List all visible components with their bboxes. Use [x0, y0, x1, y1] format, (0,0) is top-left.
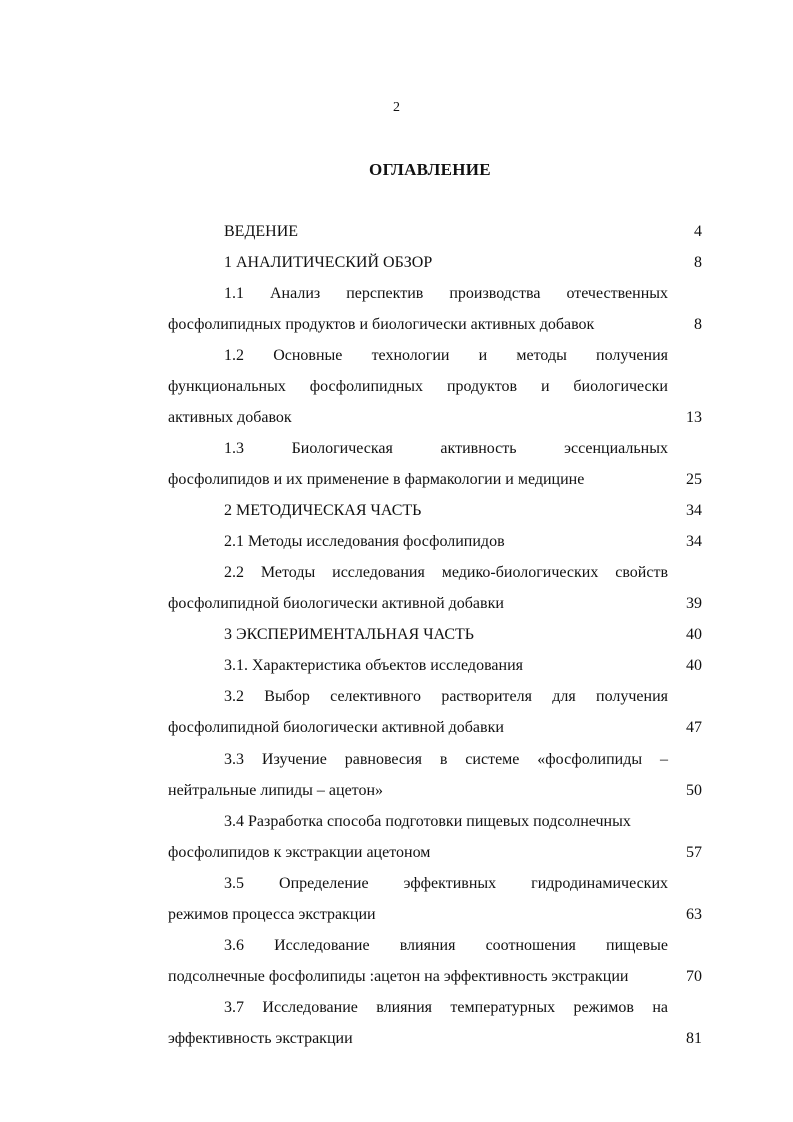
- toc-entry-3-2-cont: фосфолипидной биологически активной добавки: [168, 719, 504, 736]
- toc-page-number: 81: [686, 1030, 702, 1047]
- toc-entry-3-5-cont: режимов процесса экстракции: [168, 906, 376, 923]
- toc-entry-3-7-cont: эффективность экстракции: [168, 1030, 353, 1047]
- toc-entry-3-3-cont: нейтральные липиды – ацетон»: [168, 782, 384, 799]
- toc-entry-chapter-2: 2 МЕТОДИЧЕСКАЯ ЧАСТЬ: [224, 502, 422, 519]
- toc-page-number: 4: [694, 223, 702, 240]
- toc-entry-3-3: 3.3 Изучение равновесия в системе «фосфолипиды –: [224, 751, 668, 768]
- toc-page-number: 25: [686, 471, 702, 488]
- toc-page-number: 40: [686, 626, 702, 643]
- toc-entry-1-3-cont: фосфолипидов и их применение в фармакологии и медицине: [168, 471, 585, 488]
- toc-entry-chapter-3: 3 ЭКСПЕРИМЕНТАЛЬНАЯ ЧАСТЬ: [224, 626, 474, 643]
- toc-entry-3-6: 3.6 Исследование влияния соотношения пищевые: [224, 937, 668, 954]
- toc-entry-1-3: 1.3 Биологическая активность эссенциальных: [224, 440, 668, 457]
- toc-page-number: 8: [694, 316, 702, 333]
- toc-entry-3-4: 3.4 Разработка способа подготовки пищевых подсолнечных: [224, 813, 631, 830]
- page-number: 2: [393, 100, 400, 115]
- toc-page-number: 70: [686, 968, 702, 985]
- toc-entry-introduction: ВЕДЕНИЕ: [224, 223, 299, 240]
- toc-page-number: 13: [686, 409, 702, 426]
- page-title: ОГЛАВЛЕНИЕ: [369, 160, 491, 179]
- toc-entry-1-2-cont: активных добавок: [168, 409, 292, 426]
- toc-page-number: 34: [686, 533, 702, 550]
- toc-entry-3-7: 3.7 Исследование влияния температурных режимов на: [224, 999, 668, 1016]
- toc-entry-2-2: 2.2 Методы исследования медико-биологических свойств: [224, 564, 668, 581]
- toc-entry-chapter-1: 1 АНАЛИТИЧЕСКИЙ ОБЗОР: [224, 254, 433, 271]
- toc-entry-3-5: 3.5 Определение эффективных гидродинамических: [224, 875, 668, 892]
- toc-entry-3-1: 3.1. Характеристика объектов исследования: [224, 657, 523, 674]
- toc-page-number: 34: [686, 502, 702, 519]
- toc-entry-1-1-cont: фосфолипидных продуктов и биологически активных добавок: [168, 316, 595, 333]
- toc-page-number: 57: [686, 844, 702, 861]
- toc-entry-1-1: 1.1 Анализ перспектив производства отечественных: [224, 285, 668, 302]
- toc-page-number: 40: [686, 657, 702, 674]
- toc-entry-3-6-cont: подсолнечные фосфолипиды :ацетон на эффективность экстракции: [168, 968, 629, 985]
- toc-entry-1-2: 1.2 Основные технологии и методы получения: [224, 347, 668, 364]
- toc-page-number: 47: [686, 719, 702, 736]
- toc-entry-2-2-cont: фосфолипидной биологически активной добавки: [168, 595, 504, 612]
- toc-page-number: 39: [686, 595, 702, 612]
- toc-page-number: 50: [686, 782, 702, 799]
- toc-entry-3-2: 3.2 Выбор селективного растворителя для получения: [224, 688, 668, 705]
- toc-entry-1-2-cont: функциональных фосфолипидных продуктов и биологически: [168, 378, 668, 395]
- toc-entry-3-4-cont: фосфолипидов к экстракции ацетоном: [168, 844, 431, 861]
- toc-page-number: 8: [694, 254, 702, 271]
- toc-entry-2-1: 2.1 Методы исследования фосфолипидов: [224, 533, 505, 550]
- toc-page-number: 63: [686, 906, 702, 923]
